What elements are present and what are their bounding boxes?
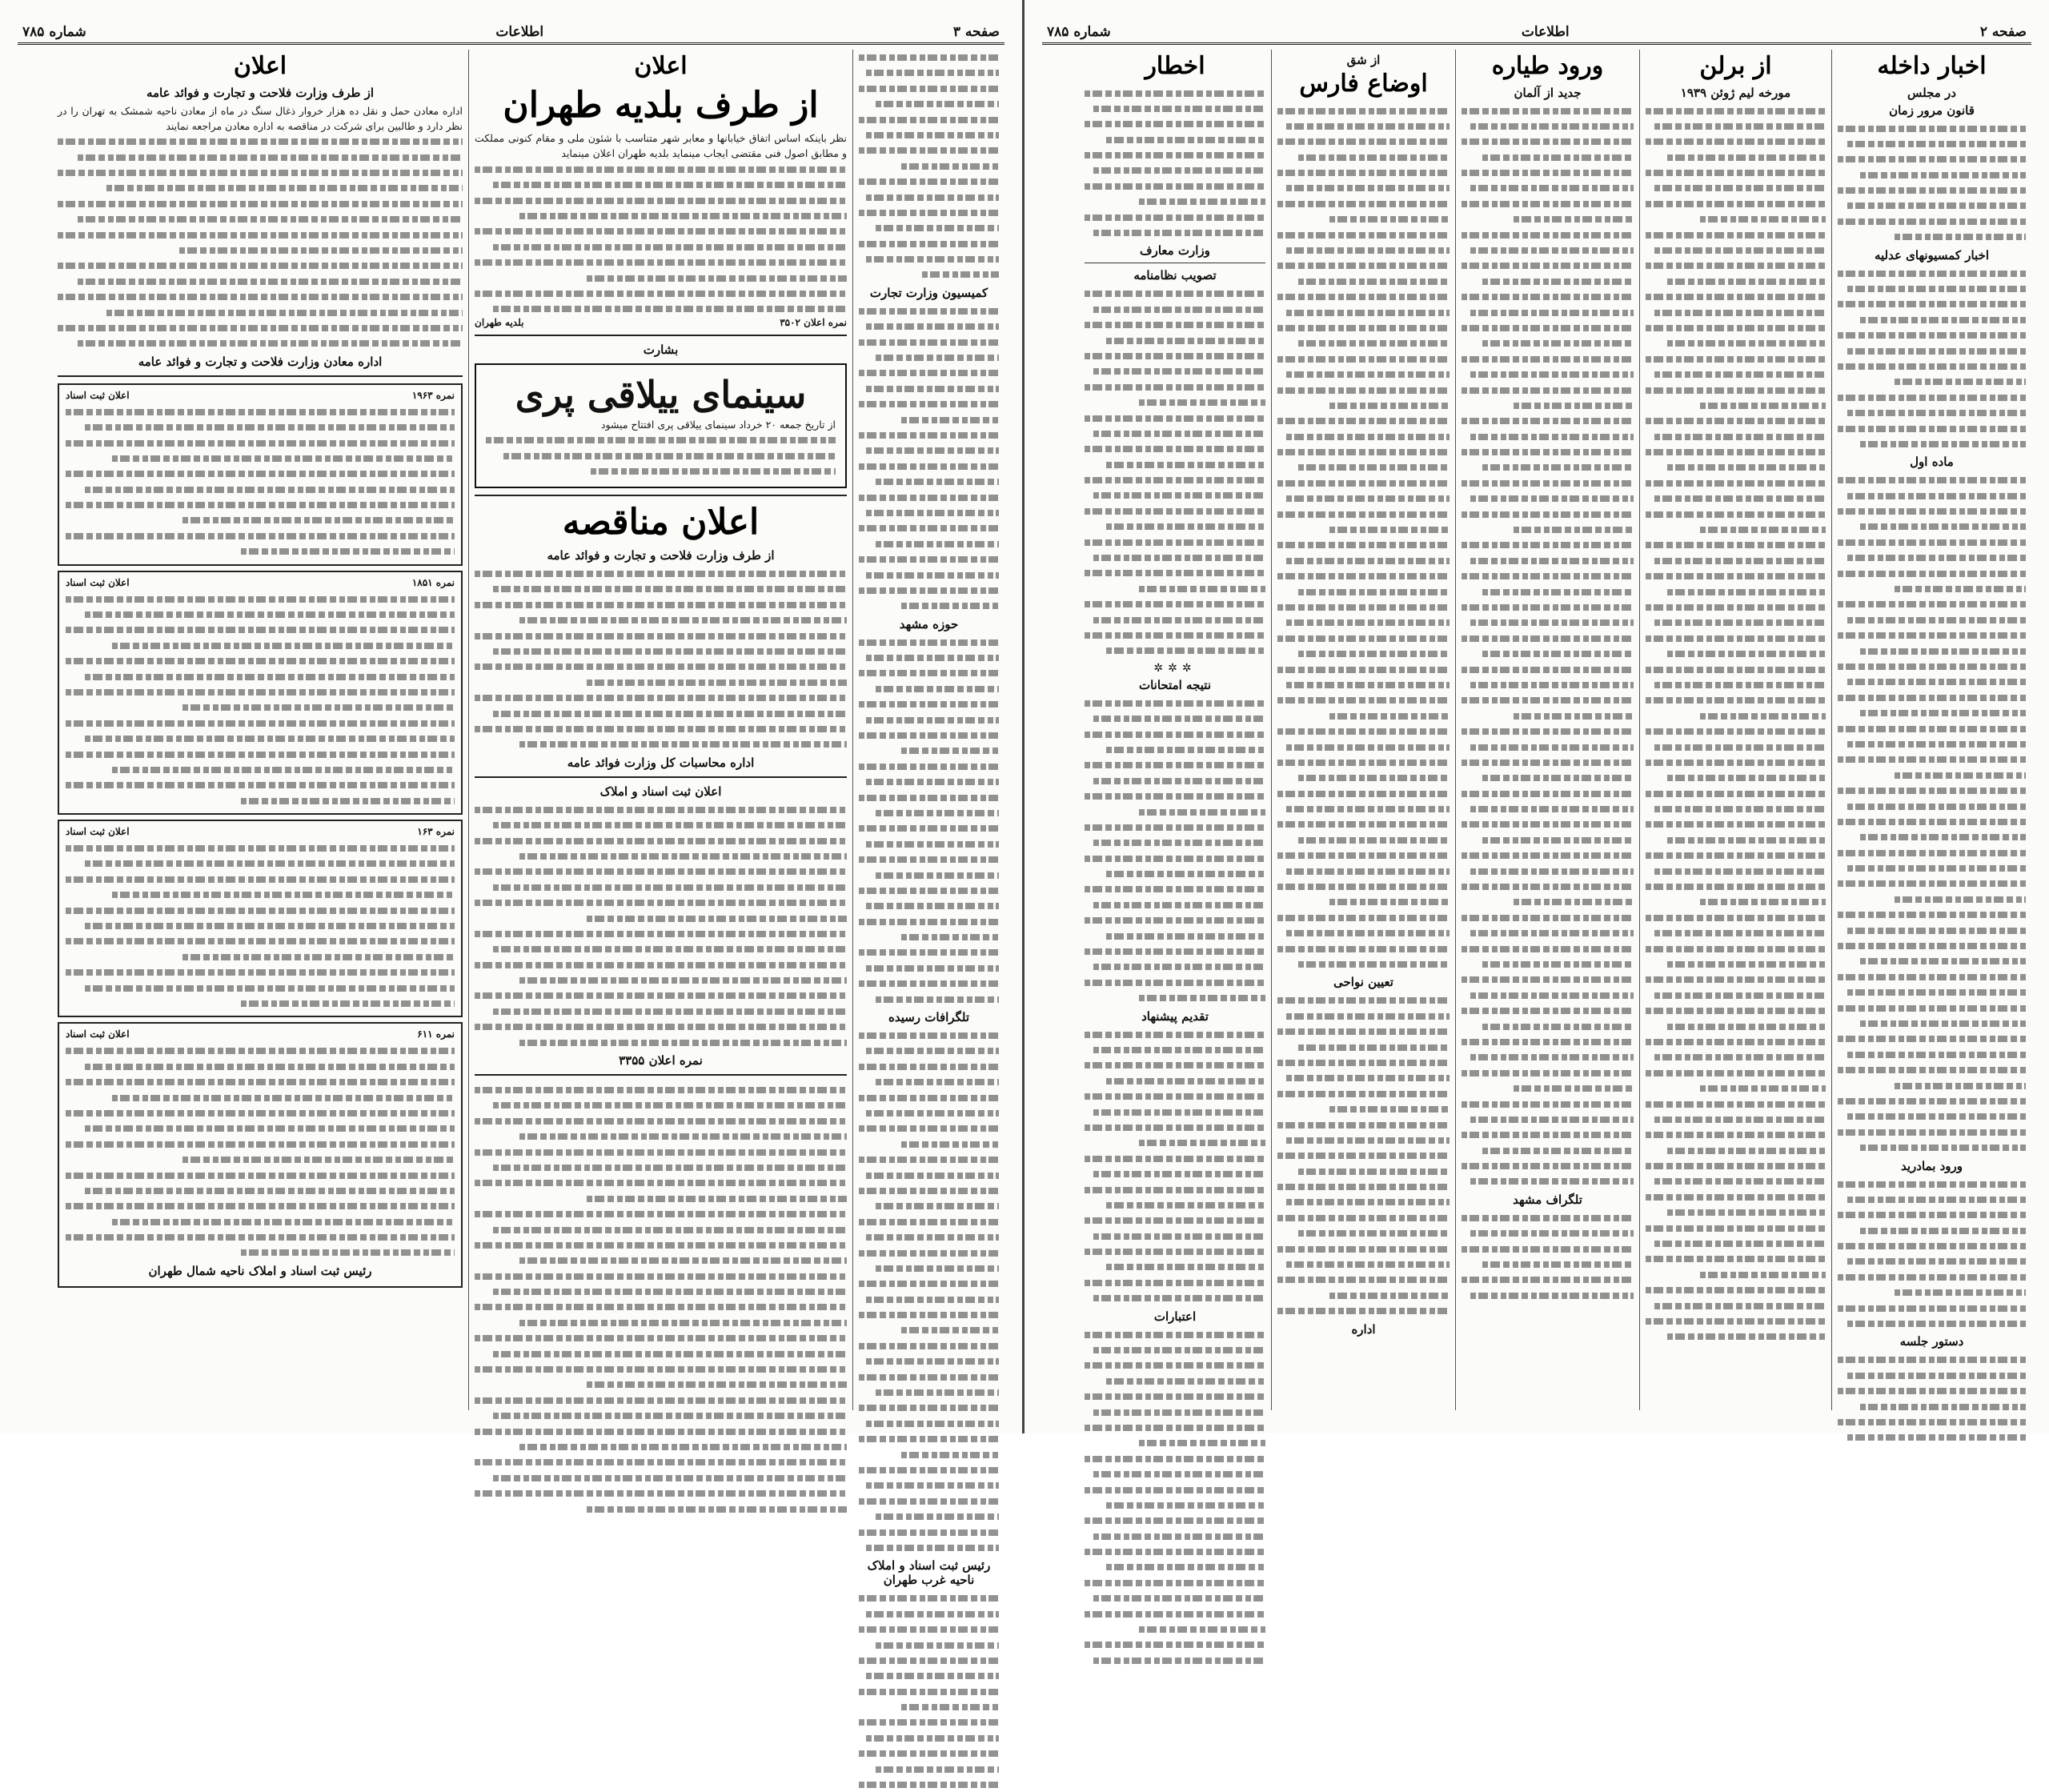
tender-subtitle: از طرف وزارت فلاحت و تجارت و فوائد عامه (547, 548, 775, 563)
good-news-label: بشارت (643, 342, 679, 357)
warning-title: اخطار (1145, 52, 1205, 80)
column-airplane-arrival (1455, 50, 1639, 1410)
cinema-banner: سینمای ییلاقی پری (515, 372, 807, 416)
registry-signature: رئیس ثبت اسناد و املاک ناحیه شمال طهران (148, 1263, 372, 1278)
warning-footer: وزارت معارف (1140, 243, 1210, 259)
section-heading: ورود بمادرید (1900, 1158, 1963, 1173)
column-text (1838, 121, 2026, 245)
news-heading: تلگرافات رسیده (888, 1010, 970, 1025)
section-heading: اخبار کمسیونهای عدلیه (1874, 247, 1990, 263)
news-heading: حوزه مشهد (899, 616, 959, 631)
masthead-issue-number: شماره ۷۸۵ (22, 23, 86, 40)
column-text (1838, 266, 2026, 452)
notice-title: اعلان ثبت اسناد (66, 389, 130, 401)
column-text (1838, 1177, 2026, 1332)
page-2 (1024, 0, 2049, 1433)
announcement-title: اعلان (233, 52, 287, 80)
registry-notice (58, 820, 463, 1017)
column-text (475, 566, 847, 752)
column-text (66, 404, 455, 559)
column-text (475, 162, 847, 317)
column-text (1085, 696, 1265, 1006)
announcement-body: اداره معادن حمل و نقل ده هزار خروار ذغال سنگ در ماه از معادن ناحیه شمشک به تهران را در نظر دارد و طالبین برای شرکت در مناقصه به اداره معادن مراجعه نمایند (58, 104, 463, 132)
column-announcements (52, 50, 468, 1410)
section-heading: در مجلس (1907, 85, 1956, 100)
registry-notice (58, 1022, 463, 1287)
notice-number: نمره ۱۸۵۱ (411, 576, 455, 588)
news-heading: کمیسیون وزارت تجارت (869, 285, 988, 300)
column-text (486, 432, 836, 479)
section-heading: تقدیم پیشنهاد (1141, 1008, 1209, 1024)
announcement-subtitle: از طرف وزارت فلاحت و تجارت و فوائد عامه (146, 85, 375, 100)
cinema-body: از تاریخ جمعه ۲۰ خرداد سینمای ییلاقی پری افتتاح میشود (600, 418, 836, 431)
registry-notice (58, 383, 463, 566)
masthead-paper-name: اطلاعات (495, 23, 544, 40)
column-text (1085, 1027, 1265, 1306)
notice-number: نمره ۱۶۳ (417, 826, 455, 838)
berlin-title: از برلن (1699, 52, 1772, 80)
column-text (1277, 103, 1450, 972)
column-text (859, 1590, 999, 1792)
column-text (66, 840, 455, 1011)
notice-title: اعلان ثبت اسناد (66, 576, 130, 588)
column-berlin (1639, 50, 1831, 1410)
section-heading: قانون مرور زمان (1889, 102, 1975, 118)
notice-number: نمره ۶۱۱ (417, 1028, 455, 1040)
airplane-subhead: جدید از آلمان (1514, 85, 1582, 100)
column-warning (1079, 50, 1271, 1410)
notice-signature: بلدیه طهران (475, 316, 524, 328)
column-text (859, 635, 999, 1007)
municipality-notice-footer (475, 317, 847, 328)
registry-notice-title: اعلان ثبت اسناد و املاک (599, 784, 722, 799)
berlin-dateline: مورخه لیم ژوئن ۱۹۳۹ (1680, 85, 1791, 100)
masthead-page-2 (1042, 21, 2031, 45)
column-narrow-news (852, 50, 1004, 1588)
masthead-paper-name: اطلاعات (1521, 23, 1570, 40)
masthead-issue-number: شماره ۷۸۵ (1047, 23, 1111, 40)
column-text (475, 802, 847, 1050)
municipality-notice-title: از طرف بلدیه طهران (503, 84, 819, 126)
notice-title: اعلان ثبت اسناد (66, 826, 130, 838)
column-text (859, 50, 999, 283)
masthead-page-label: صفحه ۲ (1979, 23, 2027, 40)
column-text (1085, 86, 1265, 241)
notice-title: اعلان ثبت اسناد (66, 1028, 130, 1040)
masthead-page-3 (18, 21, 1004, 45)
masthead-page-label: صفحه ۳ (952, 23, 1000, 40)
column-text (66, 591, 455, 808)
municipality-notice-label: اعلان (634, 52, 688, 80)
column-text (1462, 103, 1634, 1189)
column-text (1085, 1327, 1265, 1669)
column-text (859, 1028, 999, 1555)
column-text (1085, 286, 1265, 658)
fars-small-heading: از شق (1346, 53, 1381, 67)
section-heading: دستور جلسه (1899, 1334, 1964, 1349)
registry-signature: رئیس ثبت اسناد و املاک ناحیه غرب طهران (867, 1558, 991, 1588)
cinema-advertisement (475, 363, 847, 489)
tender-footer: اداره محاسبات کل وزارت فوائد عامه (567, 755, 755, 770)
column-text (66, 1043, 455, 1260)
page-3-columns (18, 50, 1004, 1588)
column-text (859, 303, 999, 614)
column-domestic-news (1831, 50, 2031, 1410)
section-heading: نتیجه امتحانات (1138, 677, 1212, 692)
section-heading: ماده اول (1910, 455, 1954, 470)
column-text (1277, 992, 1450, 1318)
municipality-notice-body: نظر باینکه اساس اتفاق خیابانها و معابر شهر متناسب با شئون ملی و مقام کنونی مملکت و مطابق اصول فنی مقتضی ایجاب مینماید بلدیه طهران اعلان مینماید (475, 132, 847, 160)
tender-title: اعلان مناقصه (562, 502, 760, 543)
column-text (1646, 103, 1826, 1345)
announcement-footer: اداره معادن وزارت فلاحت و تجارت و فوائد عامه (138, 354, 383, 369)
column-municipality (468, 50, 852, 1410)
domestic-news-title: اخبار داخله (1877, 52, 1987, 80)
page-3 (0, 0, 1024, 1588)
section-heading: اعتبارات (1153, 1309, 1197, 1324)
column-text (1462, 1210, 1634, 1303)
section-heading: تعیین نواحی (1333, 975, 1393, 990)
section-heading: تلگراف مشهد (1513, 1192, 1582, 1207)
fars-footer: اداره (1351, 1321, 1376, 1337)
column-text (58, 134, 463, 351)
notice-number: نمره ۱۹۶۳ (411, 389, 455, 401)
column-text (1838, 472, 2026, 1155)
divider-ornament: ✲✲✲ (1153, 661, 1197, 675)
fars-title: اوضاع فارس (1299, 70, 1428, 98)
notice-number: نمره اعلان ۳۵۰۲ (780, 316, 847, 328)
column-text (1838, 1352, 2026, 1445)
registry-notice-number: نمره اعلان ۳۳۵۵ (619, 1053, 703, 1068)
airplane-title: ورود طیاره (1491, 52, 1604, 80)
column-text (475, 1082, 847, 1517)
section-heading: تصویب نظامنامه (1133, 268, 1217, 283)
registry-notice (58, 571, 463, 815)
page-2-columns (1042, 50, 2031, 1410)
column-fars-situation (1271, 50, 1455, 1410)
